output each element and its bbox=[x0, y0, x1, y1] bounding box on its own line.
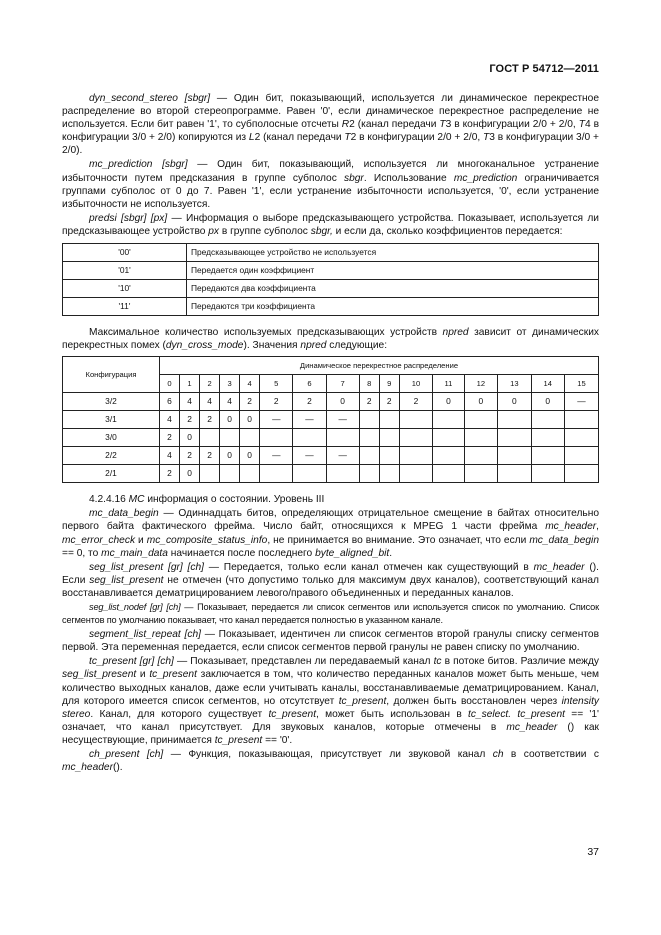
npred-mode-header: 0 bbox=[160, 375, 180, 393]
npred-mode-header: 9 bbox=[379, 375, 399, 393]
npred-value-cell bbox=[399, 429, 432, 447]
npred-value-cell: 2 bbox=[180, 411, 200, 429]
table-row bbox=[63, 298, 599, 316]
npred-value-cell bbox=[531, 447, 564, 465]
npred-value-cell bbox=[326, 465, 359, 483]
npred-value-cell bbox=[220, 429, 240, 447]
predsi-code-cell: '11' bbox=[63, 298, 187, 316]
npred-mode-header: 5 bbox=[260, 375, 293, 393]
npred-mode-header: 14 bbox=[531, 375, 564, 393]
npred-value-cell bbox=[240, 429, 260, 447]
npred-value-cell bbox=[433, 465, 464, 483]
npred-value-cell: 2 bbox=[399, 393, 432, 411]
npred-mode-header: 15 bbox=[564, 375, 598, 393]
npred-mode-header: 3 bbox=[220, 375, 240, 393]
npred-value-cell bbox=[379, 447, 399, 465]
npred-value-cell bbox=[564, 411, 598, 429]
npred-value-cell bbox=[433, 447, 464, 465]
npred-value-cell bbox=[564, 465, 598, 483]
npred-value-cell: 0 bbox=[220, 447, 240, 465]
npred-value-cell: 0 bbox=[180, 465, 200, 483]
npred-value-cell: 4 bbox=[160, 447, 180, 465]
paragraph-segment-list-repeat: segment_list_repeat [ch] — Показывает, идентичен ли список сегментов второй гранулы списку сегментов первой. Эта переменная передается, если список сегментов первой гранулы не равен списку по умолчанию. bbox=[62, 629, 599, 654]
npred-value-cell bbox=[498, 411, 531, 429]
npred-value-cell bbox=[359, 465, 379, 483]
npred-value-cell bbox=[240, 465, 260, 483]
npred-value-cell: 2 bbox=[200, 447, 220, 465]
section-heading: 4.2.4.16 МС информация о состоянии. Уровень III bbox=[89, 494, 325, 506]
table-row bbox=[63, 447, 599, 465]
paragraph-mc-prediction: mc_prediction [sbgr] — Один бит, показывающий, используется ли многоканальное устранение избыточности путем предсказания в группе субполос sbgr. Использование mc_prediction ограничивается группами субполос от 0 до 7. Равен '1', если устранение избыточности используется, '0', если устранение избыточности не используется. bbox=[62, 159, 600, 210]
npred-value-cell bbox=[464, 465, 497, 483]
npred-value-cell: 0 bbox=[464, 393, 497, 411]
npred-value-cell: 0 bbox=[531, 393, 564, 411]
npred-value-cell: — bbox=[293, 447, 326, 465]
npred-value-cell bbox=[564, 447, 598, 465]
paragraph-predsi: predsi [sbgr] [px] — Информация о выборе предсказывающего устройства. Показывает, используется ли предсказывающее устройство px в группе субполос sbgr, и если да, сколько коэффициентов передается: bbox=[62, 212, 599, 237]
npred-value-cell: 2 bbox=[160, 429, 180, 447]
npred-value-cell bbox=[498, 447, 531, 465]
predsi-desc-cell: Передается один коэффициент bbox=[187, 262, 599, 280]
npred-value-cell: 4 bbox=[160, 411, 180, 429]
npred-mode-header: 10 bbox=[399, 375, 432, 393]
predsi-table bbox=[62, 243, 599, 316]
npred-value-cell: 0 bbox=[433, 393, 464, 411]
npred-value-cell: 2 bbox=[240, 393, 260, 411]
npred-value-cell: 0 bbox=[220, 411, 240, 429]
npred-mode-header: 11 bbox=[433, 375, 464, 393]
npred-value-cell bbox=[359, 429, 379, 447]
npred-value-cell bbox=[260, 429, 293, 447]
predsi-code-cell: '00' bbox=[63, 244, 187, 262]
npred-value-cell bbox=[260, 465, 293, 483]
page-content bbox=[62, 92, 599, 775]
npred-config-cell: 3/1 bbox=[63, 411, 160, 429]
npred-value-cell bbox=[200, 465, 220, 483]
table-row bbox=[63, 393, 599, 411]
npred-value-cell: 0 bbox=[326, 393, 359, 411]
npred-value-cell bbox=[531, 465, 564, 483]
npred-value-cell bbox=[464, 429, 497, 447]
npred-value-cell: 2 bbox=[160, 465, 180, 483]
table-row bbox=[63, 244, 599, 262]
npred-value-cell bbox=[200, 429, 220, 447]
npred-value-cell: — bbox=[564, 393, 598, 411]
npred-mode-header: 12 bbox=[464, 375, 497, 393]
npred-mode-header: 6 bbox=[293, 375, 326, 393]
npred-value-cell: 4 bbox=[200, 393, 220, 411]
npred-value-cell bbox=[293, 465, 326, 483]
npred-value-cell bbox=[379, 411, 399, 429]
npred-value-cell: — bbox=[260, 411, 293, 429]
npred-mode-header: 2 bbox=[200, 375, 220, 393]
npred-value-cell bbox=[464, 447, 497, 465]
paragraph-max-pred: Максимальное количество используемых предсказывающих устройств npred зависит от динамических перекрестных помех (dyn_cross_mode). Значения npred следующие: bbox=[62, 327, 599, 352]
npred-value-cell: 0 bbox=[240, 411, 260, 429]
npred-value-cell bbox=[464, 411, 497, 429]
npred-value-cell: — bbox=[326, 411, 359, 429]
npred-value-cell: — bbox=[293, 411, 326, 429]
npred-value-cell bbox=[359, 447, 379, 465]
predsi-code-cell: '10' bbox=[63, 280, 187, 298]
npred-value-cell bbox=[293, 429, 326, 447]
npred-value-cell: 0 bbox=[180, 429, 200, 447]
npred-value-cell: 2 bbox=[379, 393, 399, 411]
npred-mode-header: 8 bbox=[359, 375, 379, 393]
npred-value-cell bbox=[564, 429, 598, 447]
npred-value-cell bbox=[326, 429, 359, 447]
table-row bbox=[63, 465, 599, 483]
npred-config-cell: 3/2 bbox=[63, 393, 160, 411]
npred-mode-header: 1 bbox=[180, 375, 200, 393]
npred-value-cell: 2 bbox=[200, 411, 220, 429]
predsi-code-cell: '01' bbox=[63, 262, 187, 280]
npred-value-cell: 4 bbox=[180, 393, 200, 411]
npred-value-cell: 0 bbox=[240, 447, 260, 465]
predsi-desc-cell: Предсказывающее устройство не используется bbox=[187, 244, 599, 262]
table-row bbox=[63, 429, 599, 447]
npred-value-cell: 2 bbox=[180, 447, 200, 465]
predsi-desc-cell: Передаются два коэффициента bbox=[187, 280, 599, 298]
table-row bbox=[63, 262, 599, 280]
npred-value-cell: 2 bbox=[260, 393, 293, 411]
npred-value-cell: 6 bbox=[160, 393, 180, 411]
npred-mode-header: 4 bbox=[240, 375, 260, 393]
table-row bbox=[63, 411, 599, 429]
npred-mode-header: 13 bbox=[498, 375, 531, 393]
paragraph-dyn-second-stereo: dyn_second_stereo [sbgr] — Один бит, показывающий, используется ли динамическое перекрестное распределение во второй стереопрограмме. Равен '0', если динамическое перекрестное распределение не используется. Если бит равен '1', то субполосные отсчеты R2 (канал передачи T3 в конфигурации 2/0 + 2/0, T4 в конфигурации 3/0 + 2/0) копируются из L2 (канал передачи T2 в конфигурации 2/0 + 2/0, T3 в конфигурации 3/0 + 2/0). bbox=[62, 93, 600, 157]
npred-value-cell bbox=[359, 411, 379, 429]
paragraph-mc-data-begin: mc_data_begin — Одиннадцать битов, определяющих отрицательное смещение в байтах относительно первого байта фактического фрейма. Число байт, относящихся к MPEG 1 части фрейма mc_header, mc_error_check и mc_composite_status_info, не принимается во внимание. Это означает, что если mc_data_begin == 0, то mc_main_data начинается после последнего byte_aligned_bit. bbox=[62, 508, 599, 559]
npred-value-cell bbox=[498, 429, 531, 447]
npred-value-cell bbox=[433, 411, 464, 429]
npred-value-cell bbox=[399, 411, 432, 429]
table-row bbox=[63, 280, 599, 298]
npred-value-cell: 2 bbox=[359, 393, 379, 411]
npred-value-cell: 0 bbox=[498, 393, 531, 411]
npred-value-cell: 4 bbox=[220, 393, 240, 411]
predsi-desc-cell: Передаются три коэффициента bbox=[187, 298, 599, 316]
npred-value-cell bbox=[379, 465, 399, 483]
npred-value-cell: — bbox=[260, 447, 293, 465]
npred-config-cell: 2/1 bbox=[63, 465, 160, 483]
npred-value-cell bbox=[433, 429, 464, 447]
npred-header-group: Динамическое перекрестное распределение bbox=[160, 357, 599, 375]
npred-config-cell: 3/0 bbox=[63, 429, 160, 447]
standard-header: ГОСТ Р 54712—2011 bbox=[489, 63, 599, 75]
page-number: 37 bbox=[587, 846, 599, 858]
npred-header-config: Конфигурация bbox=[63, 357, 160, 393]
paragraph-seg-list-present: seg_list_present [gr] [ch] — Передается, только если канал отмечен как существующий в mc_header (). Если seg_list_present не отмечен (что допустимо только для максимум двух каналов), соответствующий канал восстанавливается дематрицированием левого/правого объединенных и переданных каналов. bbox=[62, 561, 600, 599]
npred-config-cell: 2/2 bbox=[63, 447, 160, 465]
paragraph-seg-list-nodef: seg_list_nodef [gr] [ch] — Показывает, передается ли список сегментов или используется список по умолчанию. Список сегментов по умолчанию показывает, что канал передается полностью в указанном канале. bbox=[62, 601, 599, 626]
npred-value-cell bbox=[399, 465, 432, 483]
npred-value-cell bbox=[531, 411, 564, 429]
paragraph-tc-present: tc_present [gr] [ch] — Показывает, представлен ли передаваемый канал tc в потоке битов. Различие между seg_list_present и tc_present заключается в том, что количество переданных каналов может быть меньше, чем количество выходных каналов, даже если учитывать каналы, восстанавливаемые дематрицированием. Канал, для которого имеется список сегментов, но отсутствует tc_present, должен быть восстановлен через intensity stereo. Канал, для которого существует tc_present, может быть использован в tc_select. tc_present == '1' означает, что канал присутствует. Для звуковых каналов, которые отмечены в mc_header () как несуществующие, принимается tc_present == '0'. bbox=[62, 656, 599, 746]
npred-value-cell bbox=[379, 429, 399, 447]
npred-value-cell bbox=[498, 465, 531, 483]
paragraph-ch-present: ch_present [ch] — Функция, показывающая, присутствует ли звуковой канал ch в соответствии с mc_header(). bbox=[62, 749, 599, 774]
npred-table bbox=[62, 356, 599, 483]
npred-value-cell bbox=[531, 429, 564, 447]
npred-value-cell bbox=[220, 465, 240, 483]
npred-value-cell bbox=[399, 447, 432, 465]
npred-value-cell: 2 bbox=[293, 393, 326, 411]
npred-mode-header: 7 bbox=[326, 375, 359, 393]
npred-value-cell: — bbox=[326, 447, 359, 465]
